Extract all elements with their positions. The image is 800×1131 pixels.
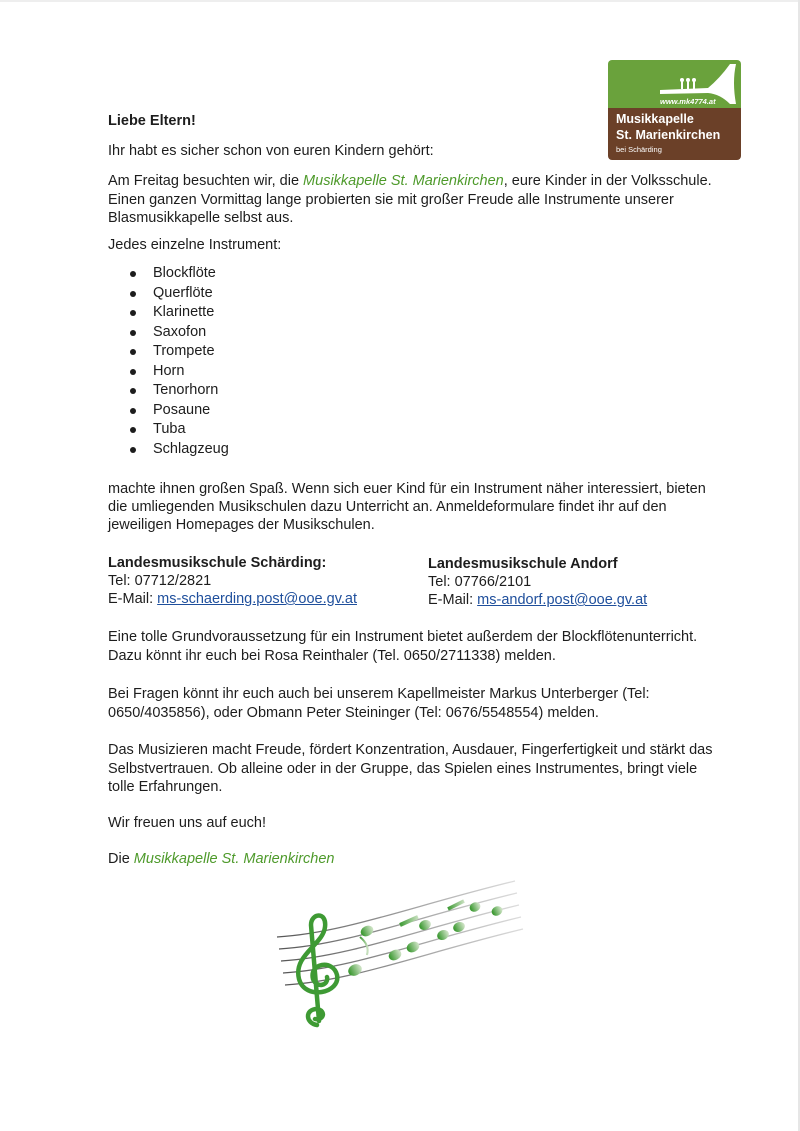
para1-line2: Einen ganzen Vormittag lange probierten sie mit großer Freude alle Instrumente unserer <box>108 192 674 208</box>
bullet <box>130 447 136 453</box>
band-name-highlight: Musikkapelle St. Marienkirchen <box>303 173 504 189</box>
para1-line1 <box>108 172 712 190</box>
bullet <box>130 271 136 277</box>
list-item <box>130 381 229 401</box>
list-item <box>130 401 229 421</box>
school1-email-link[interactable]: ms-schaerding.post@ooe.gv.at <box>157 591 357 607</box>
para1-text-before: Am Freitag besuchten wir, die <box>108 173 304 189</box>
para5-line2: Selbstvertrauen. Ob alleine oder in der Gruppe, das Spielen eines Instrumentes, bringt viele <box>108 761 698 777</box>
instruments-intro: Jedes einzelne Instrument: <box>108 237 282 253</box>
school2-tel: Tel: 07766/2101 <box>428 574 532 590</box>
bullet <box>130 369 136 375</box>
logo-name-line1: Musikkapelle <box>616 112 694 126</box>
logo-name-line3: bei Schärding <box>616 145 662 154</box>
para3-line1: Eine tolle Grundvoraussetzung für ein Instrument bietet außerdem der Blockflötenunterricht. <box>108 629 698 645</box>
school1-tel: Tel: 07712/2821 <box>108 573 212 589</box>
para2-line3: jeweiligen Homepages der Musikschulen. <box>108 517 375 533</box>
school2-email-link[interactable]: ms-andorf.post@ooe.gv.at <box>477 592 648 608</box>
para2-line2: die umliegenden Musikschulen dazu Unterricht an. Anmeldeformulare findet ihr auf den <box>108 499 667 515</box>
para4-line2: 0650/4035856), oder Obmann Peter Steininger (Tel: 0676/5548554) melden. <box>108 705 599 721</box>
bullet <box>130 388 136 394</box>
instrument-label: Schlagzeug <box>153 440 229 457</box>
school2-mail-label: E-Mail: <box>428 592 478 608</box>
bullet <box>130 330 136 336</box>
brand-logo <box>608 60 741 160</box>
para3-line2: Dazu könnt ihr euch bei Rosa Reinthaler (Tel. 0650/2711338) melden. <box>108 648 556 664</box>
bullet <box>130 408 136 414</box>
school2-mail-line <box>428 591 647 609</box>
instrument-label: Blockflöte <box>153 265 216 281</box>
bullet <box>130 427 136 433</box>
closing: Wir freuen uns auf euch! <box>108 815 266 831</box>
list-item <box>130 264 229 284</box>
instrument-label: Horn <box>153 362 185 379</box>
page-top-edge <box>0 0 800 2</box>
music-notes-icon <box>275 875 535 1030</box>
bullet <box>130 349 136 355</box>
list-item <box>130 284 229 304</box>
signature-prefix: Die <box>108 851 134 867</box>
list-item <box>130 303 229 323</box>
para1-line3: Blasmusikkapelle selbst aus. <box>108 210 294 226</box>
para2-line1: machte ihnen großen Spaß. Wenn sich euer Kind für ein Instrument näher interessiert, bieten <box>108 481 706 497</box>
para4-line1: Bei Fragen könnt ihr euch auch bei unserem Kapellmeister Markus Unterberger (Tel: <box>108 686 650 702</box>
signature-band-name: Musikkapelle St. Marienkirchen <box>133 851 335 867</box>
instrument-label: Tuba <box>153 421 186 437</box>
para1-text-after: , eure Kinder in der Volksschule. <box>503 173 712 189</box>
para5-line1: Das Musizieren macht Freude, fördert Konzentration, Ausdauer, Fingerfertigkeit und stärkt das <box>108 742 713 758</box>
instrument-label: Tenorhorn <box>153 382 219 398</box>
school2-name: Landesmusikschule Andorf <box>428 556 618 572</box>
instrument-label: Saxofon <box>153 323 207 340</box>
para5-line3: tolle Erfahrungen. <box>108 779 223 795</box>
instrument-list <box>130 264 229 459</box>
school1-mail-label: E-Mail: <box>108 591 158 607</box>
school1-name: Landesmusikschule Schärding: <box>108 555 327 571</box>
greeting: Liebe Eltern! <box>108 113 196 129</box>
signature <box>108 850 334 868</box>
list-item <box>130 420 229 440</box>
bullet <box>130 310 136 316</box>
logo-url: www.mk4774.at <box>660 97 716 106</box>
instrument-label: Klarinette <box>153 304 215 320</box>
list-item <box>130 323 229 343</box>
instrument-label: Trompete <box>153 343 215 359</box>
school1-mail-line <box>108 590 357 608</box>
logo-name-line2: St. Marienkirchen <box>616 128 721 142</box>
list-item <box>130 362 229 382</box>
intro-line: Ihr habt es sicher schon von euren Kindern gehört: <box>108 143 434 159</box>
bullet <box>130 291 136 297</box>
list-item <box>130 440 229 460</box>
instrument-label: Querflöte <box>153 284 213 301</box>
instrument-label: Posaune <box>153 401 211 418</box>
list-item <box>130 342 229 362</box>
